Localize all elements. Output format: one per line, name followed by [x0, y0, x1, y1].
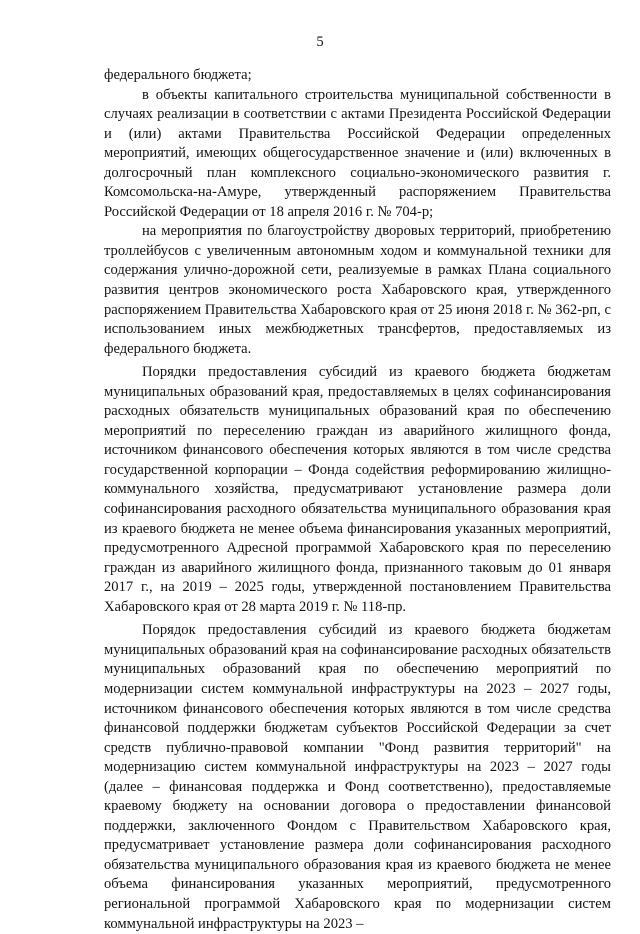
body-text [104, 66, 611, 934]
paragraph-utility-modernization: Порядок предоставления субсидий из краевого бюджета бюджетам муниципальных образований края на софинансирование расходных обязательств муниципальных образований края по обеспечению мероприятий по модернизации систем коммунальной инфраструктуры на 2023 – 2027 годы, источником финансового обеспечения которых являются в том числе средства финансовой поддержки бюджетам субъектов Российской Федерации за счет средств публично-правовой компании "Фонд развития территорий" на модернизацию систем коммунальной инфраструктуры на 2023 – 2027 годы (далее – финансовая поддержка и Фонд соответственно), предоставляемые краевому бюджету на основании договора о предоставлении финансовой поддержки, заключенного Фондом с Правительством Хабаровского края, предусматривает установление размера доли софинансирования расходного обязательства муниципального образования края из краевого бюджета не менее объема финансирования указанных мероприятий, предусмотренного региональной программой Хабаровского края по модернизации систем коммунальной инфраструктуры на 2023 – [104, 622, 611, 932]
paragraph-resettlement-subsidies: Порядки предоставления субсидий из краевого бюджета бюджетам муниципальных образований края, предоставляемых в целях софинансирования расходных обязательств муниципальных образований края по обеспечению мероприятий по переселению граждан из аварийного жилищного фонда, источником финансового обеспечения которых являются в том числе средства государственной корпорации – Фонда содействия реформированию жилищно-коммунального хозяйства, предусматривают установление размера доли софинансирования расходного обязательства муниципального образования края из краевого бюджета не менее объема финансирования указанных мероприятий, предусмотренного Адресной программой Хабаровского края по переселению граждан из аварийного жилищного фонда, признанного таковым до 01 января 2017 г., на 2019 – 2025 годы, утвержденной постановлением Правительства Хабаровского края от 28 марта 2019 г. № 118-пр. [104, 364, 611, 615]
page-number: 5 [316, 34, 324, 50]
paragraph-federal-budget-ending: федерального бюджета; [104, 67, 252, 83]
paragraph-capital-construction: в объекты капитального строительства муниципальной собственности в случаях реализации в соответствии с актами Президента Российской Федерации и (или) актами Правительства Российской Федерации определенных мероприятий, имеющих общегосударственное значение и (или) включенных в долгосрочный план комплексного социально-экономического развития г. Комсомольска-на-Амуре, утвержденный распоряжением Правительства Российской Федерации от 18 апреля 2016 г. № 704-р; [104, 86, 611, 220]
paragraph-yard-improvement: на мероприятия по благоустройству дворовых территорий, приобретению троллейбусов с увеличенным автономным ходом и коммунальной техники для содержания улично-дорожной сети, реализуемые в рамках Плана социального развития центров экономического роста Хабаровского края, утвержденного распоряжением Правительства Хабаровского края от 25 июня 2018 г. № 362-рп, с использованием иных межбюджетных трансфертов, предоставляемых из федерального бюджета. [104, 223, 611, 357]
